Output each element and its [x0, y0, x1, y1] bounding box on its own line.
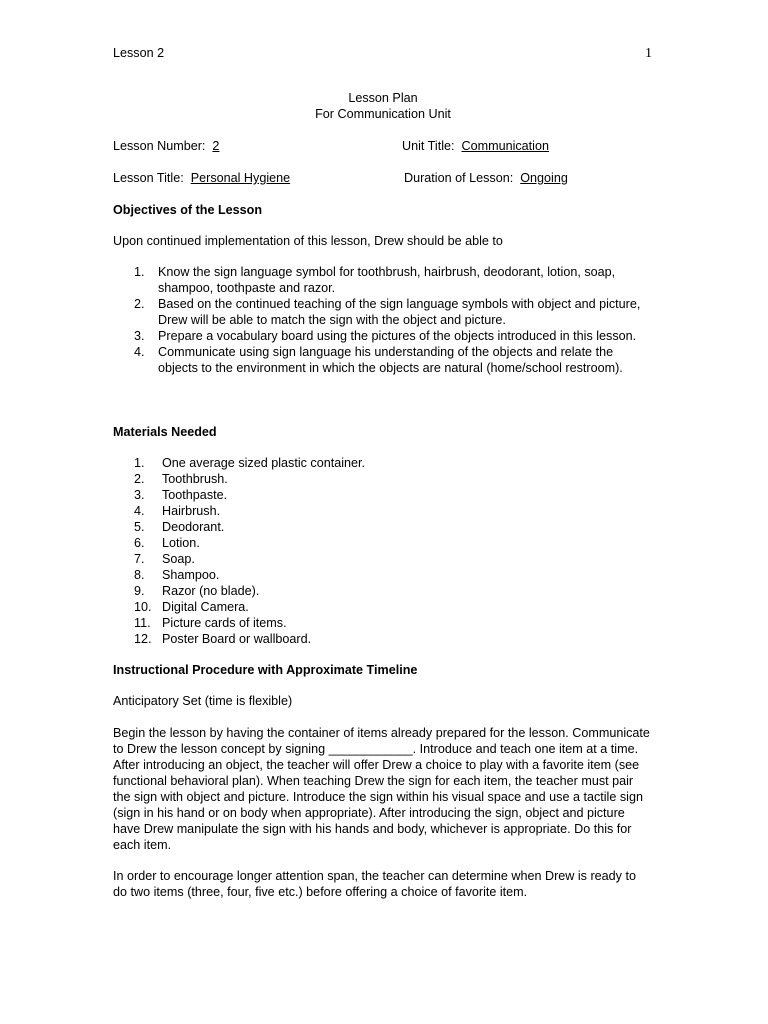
page-number: 1: [645, 46, 652, 61]
list-item-text: Toothpaste.: [162, 488, 228, 502]
list-item-number: 2.: [134, 472, 145, 486]
list-item-number: 1.: [134, 456, 145, 470]
lesson-number-field: [113, 138, 219, 154]
list-item-text: Know the sign language symbol for toothbrush, hairbrush, deodorant, lotion, soap, shampoo, toothpaste and razor.: [158, 265, 616, 295]
list-item-number: 6.: [134, 536, 145, 550]
list-item-text: Razor (no blade).: [162, 584, 260, 598]
list-item-number: 2.: [134, 297, 145, 311]
list-item-text: Communicate using sign language his understanding of the objects and relate the objects to the environment in which the objects are natural (home/school restroom).: [158, 345, 623, 375]
materials-list: [113, 455, 657, 647]
objective-item: [113, 328, 653, 344]
objectives-intro: Upon continued implementation of this lesson, Drew should be able to: [113, 234, 503, 248]
lesson-title-field: [113, 170, 290, 186]
list-item-number: 5.: [134, 520, 145, 534]
objective-item: [113, 344, 653, 376]
objectives-heading: Objectives of the Lesson: [113, 203, 263, 217]
unit-title-field: [402, 138, 549, 154]
list-item-number: 8.: [134, 568, 145, 582]
material-item: [113, 551, 657, 567]
list-item-number: 4.: [134, 345, 145, 359]
list-item-text: Prepare a vocabulary board using the pictures of the objects introduced in this lesson.: [158, 329, 637, 343]
material-item: [113, 615, 657, 631]
unit-title-label: Unit Title:: [402, 139, 455, 153]
lesson-number-value: 2: [212, 139, 220, 153]
material-item: [113, 583, 657, 599]
list-item-text: One average sized plastic container.: [162, 456, 366, 470]
list-item-text: Toothbrush.: [162, 472, 228, 486]
list-item-number: 4.: [134, 504, 145, 518]
procedure-paragraph-1: Begin the lesson by having the container of items already prepared for the lesson. Communicate to Drew the lesson concept by signing ____________. Introduce and teach one item at a time. After introducing an object, the teacher will offer Drew a choice to play with a favorite item (see functional behavioral plan). When teaching Drew the sign for each item, the teacher must pair the sign with object and picture. Introduce the sign within his visual space and use a tactile sign (sign in his hand or on body when appropriate). After introducing the sign, object and picture have Drew manipulate the sign with his hands and body, whichever is appropriate. Do this for each item.: [113, 726, 650, 852]
list-item-number: 3.: [134, 329, 145, 343]
anticipatory-set-heading: Anticipatory Set (time is flexible): [113, 694, 293, 708]
objective-item: [113, 264, 653, 296]
material-item: [113, 471, 657, 487]
list-item-text: Lotion.: [162, 536, 200, 550]
procedure-heading: Instructional Procedure with Approximate Timeline: [113, 663, 418, 677]
duration-label: Duration of Lesson:: [404, 171, 514, 185]
list-item-text: Poster Board or wallboard.: [162, 632, 312, 646]
material-item: [113, 503, 657, 519]
list-item-text: Hairbrush.: [162, 504, 221, 518]
material-item: [113, 535, 657, 551]
lesson-number-label: Lesson Number:: [113, 139, 206, 153]
material-item: [113, 519, 657, 535]
list-item-text: Based on the continued teaching of the sign language symbols with object and picture, Drew will be able to match the sign with the object and picture.: [158, 297, 641, 327]
materials-heading: Materials Needed: [113, 425, 217, 439]
list-item-number: 1.: [134, 265, 145, 279]
document-title: [113, 90, 653, 122]
list-item-number: 11.: [134, 616, 151, 630]
lesson-title-value: Personal Hygiene: [190, 171, 291, 185]
material-item: [113, 599, 657, 615]
material-item: [113, 455, 657, 471]
running-header: Lesson 2: [113, 46, 165, 60]
procedure-paragraph-2: In order to encourage longer attention span, the teacher can determine when Drew is ready to do two items (three, four, five etc.) before offering a choice of favorite item.: [113, 869, 636, 899]
duration-value: Ongoing: [520, 171, 568, 185]
list-item-number: 12.: [134, 632, 152, 646]
title-line-2: For Communication Unit: [315, 107, 451, 121]
list-item-number: 3.: [134, 488, 145, 502]
objective-item: [113, 296, 653, 328]
title-line-1: Lesson Plan: [348, 91, 418, 105]
list-item-number: 10.: [134, 600, 152, 614]
material-item: [113, 631, 657, 647]
list-item-text: Soap.: [162, 552, 195, 566]
unit-title-value: Communication: [461, 139, 549, 153]
list-item-number: 9.: [134, 584, 145, 598]
list-item-number: 7.: [134, 552, 145, 566]
duration-field: [404, 170, 568, 186]
list-item-text: Digital Camera.: [162, 600, 249, 614]
list-item-text: Deodorant.: [162, 520, 225, 534]
material-item: [113, 567, 657, 583]
list-item-text: Picture cards of items.: [162, 616, 287, 630]
list-item-text: Shampoo.: [162, 568, 220, 582]
objectives-list: [113, 264, 653, 376]
material-item: [113, 487, 657, 503]
lesson-title-label: Lesson Title:: [113, 171, 184, 185]
